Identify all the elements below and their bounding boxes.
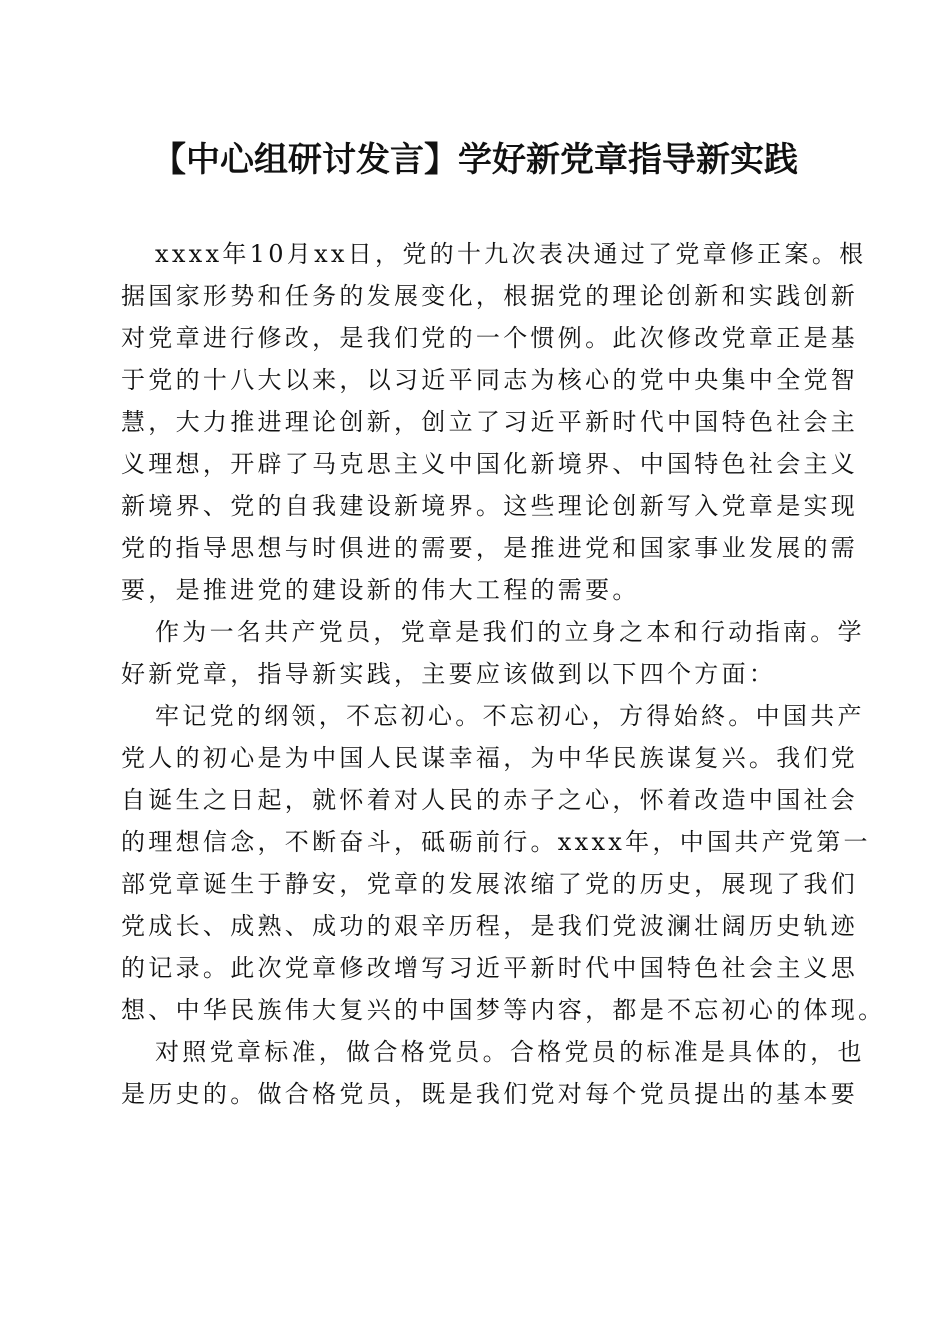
paragraph-1 [121,233,867,611]
text-line: 于党的十八大以来，以习近平同志为核心的党中央集中全党智 [121,366,859,394]
text-line: 对党章进行修改，是我们党的一个惯例。此次修改党章正是基 [121,324,859,352]
text-line: 好新党章，指导新实践，主要应该做到以下四个方面： [121,660,777,688]
text-line: 牢记党的纲领，不忘初心。不忘初心，方得始終。中国共产 [155,702,865,730]
text-line: 慧，大力推进理论创新，创立了习近平新时代中国特色社会主 [121,408,859,436]
text-line: 要，是推进党的建设新的伟大工程的需要。 [121,576,640,604]
text-line: 党的指导思想与时俱进的需要，是推进党和国家事业发展的需 [121,534,859,562]
text-line: 作为一名共产党员，党章是我们的立身之本和行动指南。学 [155,618,865,646]
paragraph-3 [121,695,886,1031]
document-body [121,233,886,1115]
text-line: 新境界、党的自我建设新境界。这些理论创新写入党章是实现 [121,492,859,520]
paragraph-4 [121,1031,865,1115]
text-line: 部党章诞生于静安，党章的发展浓缩了党的历史，展现了我们 [121,870,859,898]
document-title: 【中心组研讨发言】学好新党章指导新实践 [152,140,798,180]
text-line: 据国家形势和任务的发展变化，根据党的理论创新和实践创新 [121,282,859,310]
paragraph-2 [121,611,865,695]
text-line: 想、中华民族伟大复兴的中国梦等内容，都是不忘初心的体现。 [121,996,886,1024]
text-line: 的理想信念，不断奋斗，砥砺前行。xxxx年，中国共产党第一 [121,828,871,856]
text-line: 义理想，开辟了马克思主义中国化新境界、中国特色社会主义 [121,450,859,478]
text-line: 党成长、成熟、成功的艰辛历程，是我们党波澜壮阔历史轨迹 [121,912,859,940]
text-line: 的记录。此次党章修改增写习近平新时代中国特色社会主义思 [121,954,859,982]
text-line: xxxx年10月xx日，党的十九次表决通过了党章修正案。根 [155,240,867,268]
text-line: 是历史的。做合格党员，既是我们党对每个党员提出的基本要 [121,1080,859,1108]
text-line: 自诞生之日起，就怀着对人民的赤子之心，怀着改造中国社会 [121,786,859,814]
text-line: 党人的初心是为中国人民谋幸福，为中华民族谋复兴。我们党 [121,744,859,772]
text-line: 对照党章标准，做合格党员。合格党员的标准是具体的，也 [155,1038,865,1066]
